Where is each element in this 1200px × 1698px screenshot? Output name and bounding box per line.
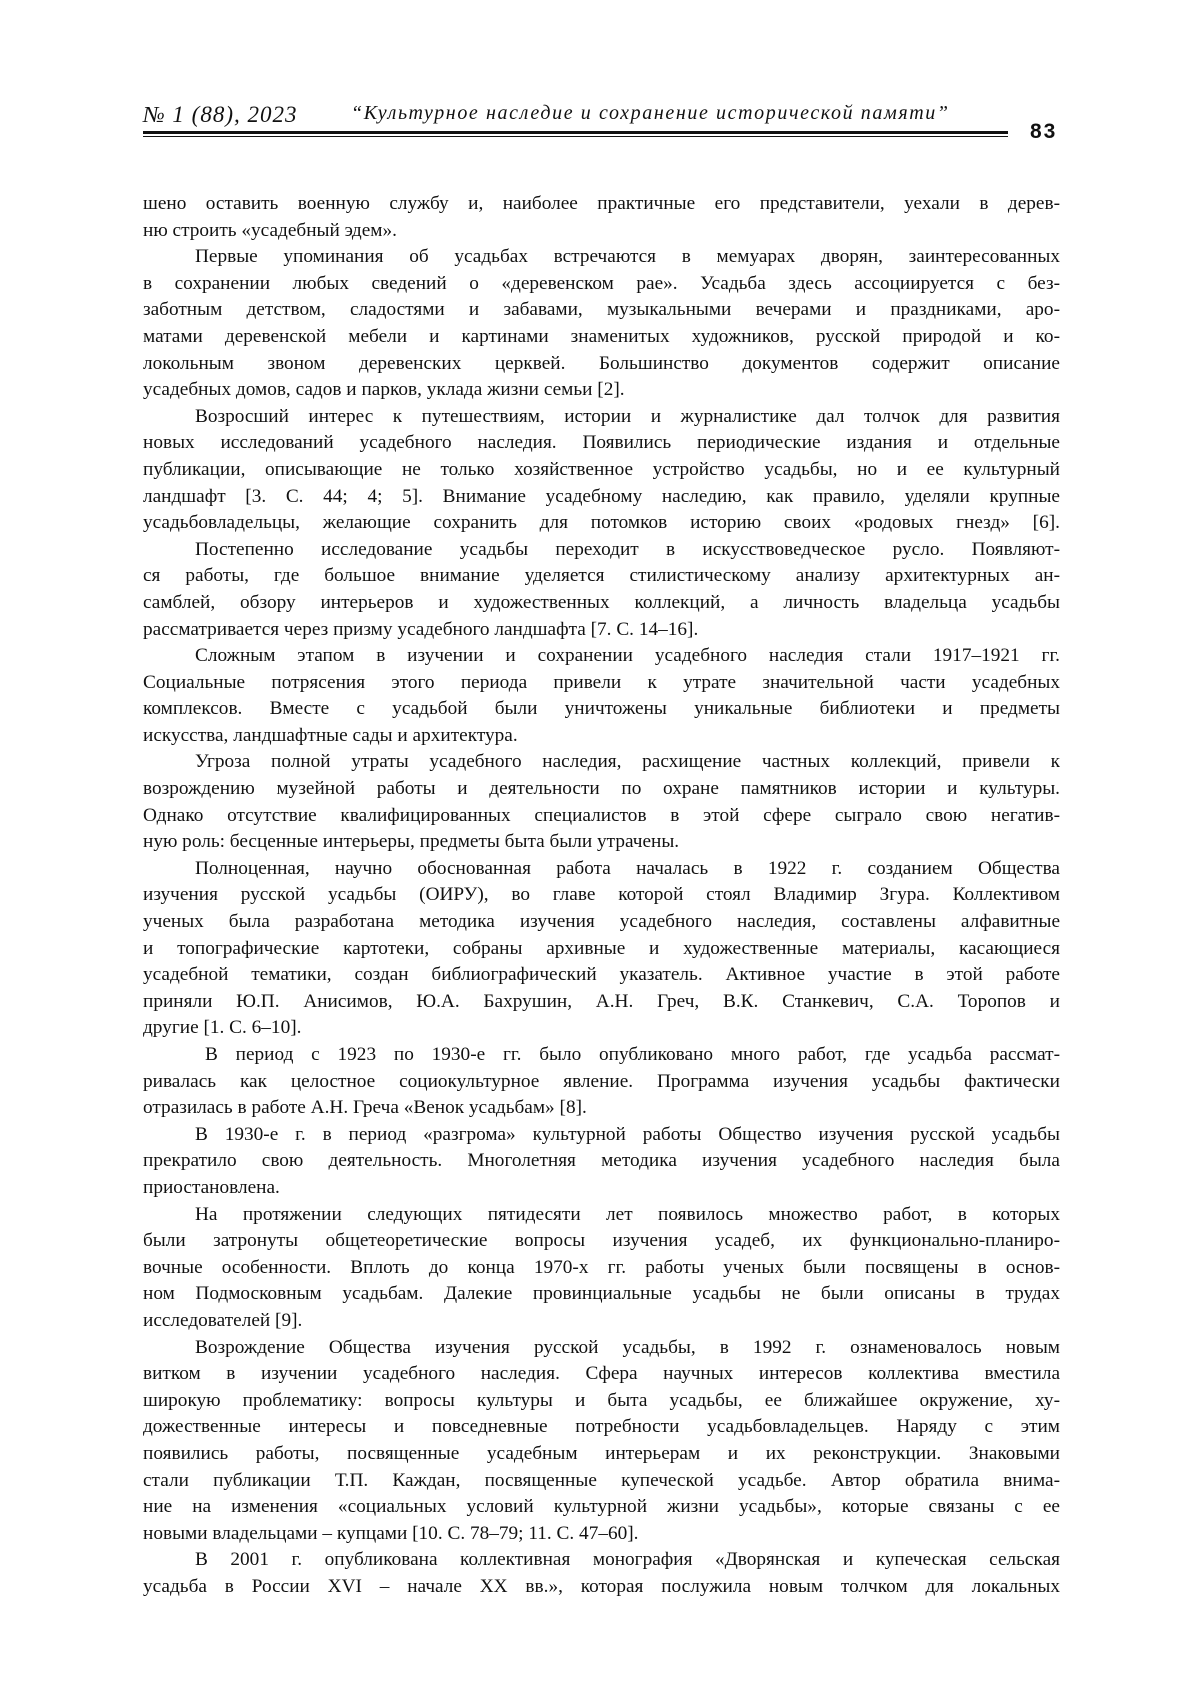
text-line: и топографические картотеки, собраны архивные и художественные материалы, касающиеся	[143, 936, 1060, 963]
text-line: были затронуты общетеоретические вопросы изучения усадеб, их функционально-планиро-	[143, 1228, 1060, 1255]
text-line: матами деревенской мебели и картинами знаменитых художников, русской природой и ко-	[143, 324, 1060, 351]
text-line: усадебной тематики, создан библиографический указатель. Активное участие в этой работе	[143, 962, 1060, 989]
text-line: публикации, описывающие не только хозяйственное устройство усадьбы, но и ее культурный	[143, 457, 1060, 484]
text-line: локольным звоном деревенских церквей. Большинство документов содержит описание	[143, 351, 1060, 378]
text-line: новыми владельцами – купцами [10. С. 78–79; 11. С. 47–60].	[143, 1521, 1060, 1548]
text-line: Возросший интерес к путешествиям, истории и журналистике дал толчок для развития	[143, 404, 1060, 431]
text-line: приостановлена.	[143, 1175, 1060, 1202]
text-line: комплексов. Вместе с усадьбой были уничтожены уникальные библиотеки и предметы	[143, 696, 1060, 723]
text-line: Сложным этапом в изучении и сохранении усадебного наследия стали 1917–1921 гг.	[143, 643, 1060, 670]
text-line: Социальные потрясения этого периода привели к утрате значительной части усадебных	[143, 670, 1060, 697]
text-line: ландшафт [3. С. 44; 4; 5]. Внимание усадебному наследию, как правило, уделяли крупные	[143, 484, 1060, 511]
text-line: В 1930-е г. в период «разгрома» культурной работы Общество изучения русской усадьбы	[143, 1122, 1060, 1149]
text-line: ном Подмосковным усадьбам. Далекие провинциальные усадьбы не были описаны в трудах	[143, 1281, 1060, 1308]
text-line: широкую проблематику: вопросы культуры и быта усадьбы, ее ближайшее окружение, ху-	[143, 1388, 1060, 1415]
text-line: ривалась как целостное социокультурное явление. Программа изучения усадьбы фактически	[143, 1069, 1060, 1096]
text-line: В 2001 г. опубликована коллективная монография «Дворянская и купеческая сельская	[143, 1547, 1060, 1574]
header-rule-thick	[143, 131, 1008, 134]
text-line: ся работы, где большое внимание уделяется стилистическому анализу архитектурных ан-	[143, 563, 1060, 590]
text-line: другие [1. С. 6–10].	[143, 1015, 1060, 1042]
text-line: вочные особенности. Вплоть до конца 1970-х гг. работы ученых были посвящены в основ-	[143, 1255, 1060, 1282]
text-line: искусства, ландшафтные сады и архитектура.	[143, 723, 1060, 750]
text-line: ню строить «усадебный эдем».	[143, 218, 1060, 245]
text-line: На протяжении следующих пятидесяти лет появилось множество работ, в которых	[143, 1202, 1060, 1229]
text-line: в сохранении любых сведений о «деревенском рае». Усадьба здесь ассоциируется с без-	[143, 271, 1060, 298]
text-line: Возрождение Общества изучения русской усадьбы, в 1992 г. ознаменовалось новым	[143, 1335, 1060, 1362]
text-line: шено оставить военную службу и, наиболее практичные его представители, уехали в дерев-	[143, 191, 1060, 218]
text-line: отразилась в работе А.Н. Греча «Венок усадьбам» [8].	[143, 1095, 1060, 1122]
text-line: приняли Ю.П. Анисимов, Ю.А. Бахрушин, А.Н. Греч, В.К. Станкевич, С.А. Торопов и	[143, 989, 1060, 1016]
running-header	[143, 100, 1013, 140]
text-line: стали публикации Т.П. Каждан, посвященные купеческой усадьбе. Автор обратила внима-	[143, 1468, 1060, 1495]
text-line: усадьба в России XVI – начале XX вв.», которая послужила новым толчком для локальных	[143, 1574, 1060, 1601]
text-line: ную роль: бесценные интерьеры, предметы быта были утрачены.	[143, 829, 1060, 856]
text-line: возрождению музейной работы и деятельности по охране памятников истории и культуры.	[143, 776, 1060, 803]
text-line: исследователей [9].	[143, 1308, 1060, 1335]
text-line: Однако отсутствие квалифицированных специалистов в этой сфере сыграло свою негатив-	[143, 803, 1060, 830]
text-line: заботным детством, сладостями и забавами, музыкальными вечерами и праздниками, аро-	[143, 297, 1060, 324]
issue-number: № 1 (88), 2023	[143, 102, 298, 128]
text-line: самблей, обзору интерьеров и художественных коллекций, а личность владельца усадьбы	[143, 590, 1060, 617]
text-line: появились работы, посвященные усадебным интерьерам и их реконструкции. Знаковыми	[143, 1441, 1060, 1468]
header-rule-thin	[143, 136, 1008, 137]
text-line: дожественные интересы и повседневные потребности усадьбовладельцев. Наряду с этим	[143, 1414, 1060, 1441]
journal-title: “Культурное наследие и сохранение исторической памяти”	[351, 102, 950, 125]
text-line: изучения русской усадьбы (ОИРУ), во главе которой стоял Владимир Згура. Коллективом	[143, 882, 1060, 909]
text-line: витком в изучении усадебного наследия. Сфера научных интересов коллектива вместила	[143, 1361, 1060, 1388]
text-line: рассматривается через призму усадебного ландшафта [7. С. 14–16].	[143, 617, 1060, 644]
text-line: ученых была разработана методика изучения усадебного наследия, составлены алфавитные	[143, 909, 1060, 936]
text-line: Угроза полной утраты усадебного наследия, расхищение частных коллекций, привели к	[143, 749, 1060, 776]
text-line: усадебных домов, садов и парков, уклада жизни семьи [2].	[143, 377, 1060, 404]
text-line: Первые упоминания об усадьбах встречаются в мемуарах дворян, заинтересованных	[143, 244, 1060, 271]
text-line: Постепенно исследование усадьбы переходит в искусствоведческое русло. Появляют-	[143, 537, 1060, 564]
text-line: прекратило свою деятельность. Многолетняя методика изучения усадебного наследия была	[143, 1148, 1060, 1175]
page-number: 83	[1030, 120, 1057, 144]
text-line: новых исследований усадебного наследия. Появились периодические издания и отдельные	[143, 430, 1060, 457]
text-line: В период с 1923 по 1930-е гг. было опубликовано много работ, где усадьба рассмат-	[143, 1042, 1060, 1069]
text-line: усадьбовладельцы, желающие сохранить для потомков историю своих «родовых гнезд» [6].	[143, 510, 1060, 537]
article-body	[143, 191, 1060, 1600]
text-line: Полноценная, научно обоснованная работа началась в 1922 г. созданием Общества	[143, 856, 1060, 883]
text-line: ние на изменения «социальных условий культурной жизни усадьбы», которые связаны с ее	[143, 1494, 1060, 1521]
